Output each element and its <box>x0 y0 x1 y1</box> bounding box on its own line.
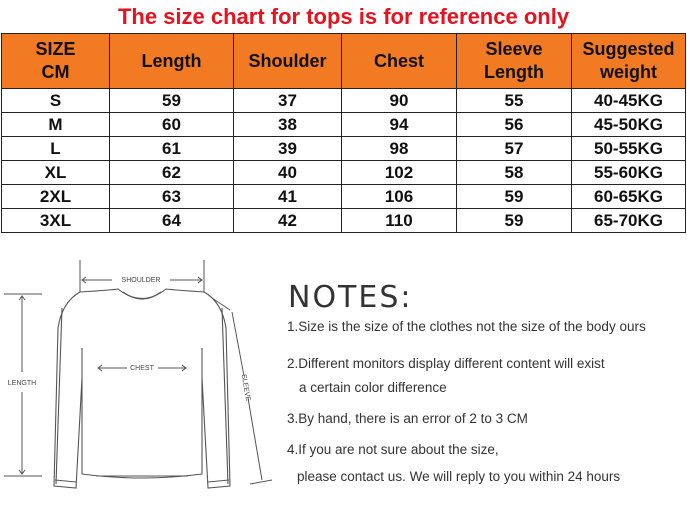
note-1: 1.Size is the size of the clothes not the size of the body ours <box>287 319 646 334</box>
size-chart-table <box>1 33 686 233</box>
table-cell: 39 <box>234 137 342 161</box>
table-row <box>2 161 686 185</box>
shoulder-measure <box>80 260 204 292</box>
table-cell: 38 <box>234 113 342 137</box>
table-header-row <box>2 34 686 89</box>
table-cell: 59 <box>457 209 572 233</box>
column-header: Length <box>110 34 234 89</box>
size-cell: 3XL <box>2 209 110 233</box>
note-4-continued: please contact us. We will reply to you within 24 hours <box>297 469 621 484</box>
column-header: Suggested weight <box>572 34 686 89</box>
size-cell: M <box>2 113 110 137</box>
note-3: 3.By hand, there is an error of 2 to 3 CM <box>287 411 528 426</box>
note-2-continued: a certain color difference <box>299 380 447 395</box>
column-header: Chest <box>342 34 457 89</box>
table-row <box>2 137 686 161</box>
table-cell: 40-45KG <box>572 89 686 113</box>
table-row <box>2 185 686 209</box>
table-cell: 98 <box>342 137 457 161</box>
table-cell: 56 <box>457 113 572 137</box>
table-cell: 64 <box>110 209 234 233</box>
table-cell: 55-60KG <box>572 161 686 185</box>
page-title: The size chart for tops is for reference only <box>117 4 570 29</box>
notes-title: NOTES: <box>288 280 413 315</box>
table-cell: 63 <box>110 185 234 209</box>
table-cell: 50-55KG <box>572 137 686 161</box>
note-4: 4.If you are not sure about the size, <box>287 442 499 457</box>
table-cell: 58 <box>457 161 572 185</box>
table-row <box>2 89 686 113</box>
table-cell: 90 <box>342 89 457 113</box>
sleeve-label: SLEEVE <box>239 373 252 402</box>
table-cell: 59 <box>457 185 572 209</box>
table-cell: 59 <box>110 89 234 113</box>
table-cell: 41 <box>234 185 342 209</box>
table-cell: 62 <box>110 161 234 185</box>
column-header: Sleeve Length <box>457 34 572 89</box>
size-cell: XL <box>2 161 110 185</box>
table-cell: 40 <box>234 161 342 185</box>
note-2: 2.Different monitors display different content will exist <box>287 356 605 371</box>
table-row <box>2 113 686 137</box>
table-cell: 37 <box>234 89 342 113</box>
table-cell: 94 <box>342 113 457 137</box>
table-cell: 65-70KG <box>572 209 686 233</box>
shoulder-label: SHOULDER <box>121 277 161 284</box>
size-cell: S <box>2 89 110 113</box>
table-cell: 61 <box>110 137 234 161</box>
table-cell: 60-65KG <box>572 185 686 209</box>
sleeve-measure <box>212 298 272 484</box>
column-header: SIZE CM <box>2 34 110 89</box>
size-cell: 2XL <box>2 185 110 209</box>
table-cell: 42 <box>234 209 342 233</box>
table-cell: 57 <box>457 137 572 161</box>
table-cell: 102 <box>342 161 457 185</box>
table-cell: 60 <box>110 113 234 137</box>
table-row <box>2 209 686 233</box>
sweater-outline <box>54 289 230 488</box>
table-cell: 55 <box>457 89 572 113</box>
chest-label: CHEST <box>130 365 154 372</box>
table-body <box>2 89 686 233</box>
table-cell: 45-50KG <box>572 113 686 137</box>
table-cell: 106 <box>342 185 457 209</box>
sweater-diagram <box>0 248 280 513</box>
length-label: LENGTH <box>7 380 37 387</box>
column-header: Shoulder <box>234 34 342 89</box>
size-cell: L <box>2 137 110 161</box>
table-cell: 110 <box>342 209 457 233</box>
